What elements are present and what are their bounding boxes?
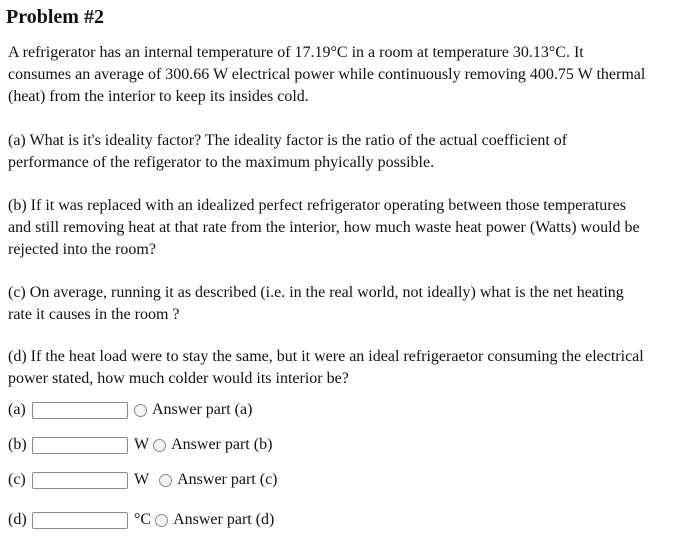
answer-row-b — [8, 433, 272, 457]
answer-input-b[interactable] — [32, 437, 128, 454]
answer-radio-b[interactable] — [153, 439, 166, 452]
part-c-line: rate it causes in the room ? — [8, 306, 180, 323]
answer-row-a — [8, 398, 252, 422]
answer-radio-a[interactable] — [134, 404, 147, 417]
part-d-line: (d) If the heat load were to stay the same, but it were an ideal refrigeraetor consuming the electrical — [8, 348, 644, 365]
answer-unit-d: °C — [134, 511, 152, 528]
answer-input-a[interactable] — [32, 402, 128, 419]
answer-input-d[interactable] — [32, 512, 128, 529]
part-a-line: performance of the refigerator to the maximum phyically possible. — [8, 154, 435, 171]
answer-radio-label-d[interactable]: Answer part (d) — [173, 511, 275, 528]
answer-unit-b: W — [134, 436, 150, 453]
part-b-line: rejected into the room? — [8, 241, 156, 258]
part-d-line: power stated, how much colder would its interior be? — [8, 370, 349, 387]
answer-label-d: (d) — [8, 511, 27, 528]
answer-row-d — [8, 508, 274, 532]
answer-unit-c: W — [134, 471, 150, 488]
answer-radio-c[interactable] — [159, 474, 172, 487]
part-b-line: and still removing heat at that rate from the interior, how much waste heat power (Watts) would be — [8, 219, 640, 236]
answer-radio-label-b[interactable]: Answer part (b) — [171, 436, 273, 453]
answer-label-b: (b) — [8, 436, 27, 453]
answer-row-c — [8, 468, 278, 492]
part-b-line: (b) If it was replaced with an idealized perfect refrigerator operating between those temperatures — [8, 197, 626, 214]
intro-line: A refrigerator has an internal temperature of 17.19°C in a room at temperature 30.13°C. It — [8, 44, 584, 61]
answer-radio-label-a[interactable]: Answer part (a) — [152, 401, 253, 418]
answer-input-c[interactable] — [32, 472, 128, 489]
part-d-question — [8, 346, 694, 390]
answer-label-a: (a) — [8, 401, 26, 418]
part-c-line: (c) On average, running it as described (i.e. in the real world, not ideally) what is the net heating — [8, 284, 624, 301]
part-a-line: (a) What is it's ideality factor? The ideality factor is the ratio of the actual coefficient of — [8, 132, 568, 149]
intro-line: (heat) from the interior to keep its insides cold. — [8, 88, 309, 105]
part-a-question — [8, 130, 694, 174]
answer-radio-label-c[interactable]: Answer part (c) — [177, 471, 278, 488]
part-b-question — [8, 195, 694, 261]
answer-radio-d[interactable] — [155, 514, 168, 527]
part-c-question — [8, 282, 694, 326]
problem-intro — [8, 42, 694, 108]
answer-label-c: (c) — [8, 471, 26, 488]
problem-title: Problem #2 — [6, 6, 104, 28]
intro-line: consumes an average of 300.66 W electrical power while continuously removing 400.75 W thermal — [8, 66, 646, 83]
